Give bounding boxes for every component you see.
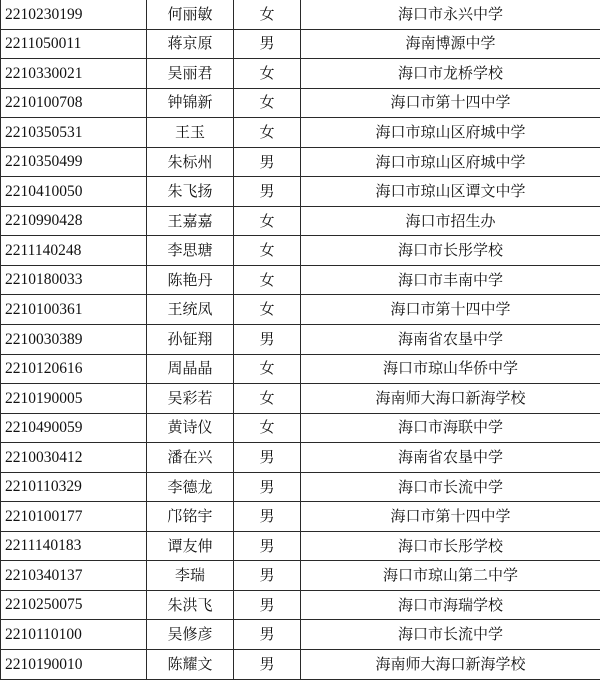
table-row bbox=[1, 118, 600, 148]
school-cell: 海口市琼山第二中学 bbox=[301, 561, 600, 591]
student-table-body bbox=[1, 0, 600, 679]
school-cell: 海口市丰南中学 bbox=[301, 265, 600, 295]
student-id-cell: 2210100177 bbox=[1, 502, 147, 532]
school-cell: 海南师大海口新海学校 bbox=[301, 384, 600, 414]
school-cell: 海口市琼山区府城中学 bbox=[301, 118, 600, 148]
gender-cell: 男 bbox=[234, 590, 301, 620]
student-id-cell: 2210490059 bbox=[1, 413, 147, 443]
school-cell: 海口市琼山区府城中学 bbox=[301, 147, 600, 177]
student-name-cell: 蒋京原 bbox=[147, 29, 234, 59]
student-id-cell: 2211050011 bbox=[1, 29, 147, 59]
table-row bbox=[1, 295, 600, 325]
gender-cell: 女 bbox=[234, 59, 301, 89]
gender-cell: 女 bbox=[234, 413, 301, 443]
student-name-cell: 李思瑭 bbox=[147, 236, 234, 266]
student-name-cell: 朱标州 bbox=[147, 147, 234, 177]
table-row bbox=[1, 147, 600, 177]
school-cell: 海口市琼山华侨中学 bbox=[301, 354, 600, 384]
student-name-cell: 吴彩若 bbox=[147, 384, 234, 414]
student-id-cell: 2210030412 bbox=[1, 443, 147, 473]
student-name-cell: 朱飞扬 bbox=[147, 177, 234, 207]
gender-cell: 女 bbox=[234, 354, 301, 384]
school-cell: 海南省农垦中学 bbox=[301, 325, 600, 355]
school-cell: 海口市长彤学校 bbox=[301, 531, 600, 561]
student-name-cell: 王玉 bbox=[147, 118, 234, 148]
gender-cell: 女 bbox=[234, 236, 301, 266]
gender-cell: 男 bbox=[234, 620, 301, 650]
school-cell: 海口市永兴中学 bbox=[301, 0, 600, 29]
student-name-cell: 钟锦新 bbox=[147, 88, 234, 118]
student-name-cell: 陈耀文 bbox=[147, 650, 234, 680]
school-cell: 海南师大海口新海学校 bbox=[301, 650, 600, 680]
table-row bbox=[1, 265, 600, 295]
gender-cell: 女 bbox=[234, 88, 301, 118]
student-name-cell: 孙钲翔 bbox=[147, 325, 234, 355]
table-row bbox=[1, 650, 600, 680]
student-name-cell: 潘在兴 bbox=[147, 443, 234, 473]
table-row bbox=[1, 590, 600, 620]
gender-cell: 女 bbox=[234, 384, 301, 414]
school-cell: 海口市第十四中学 bbox=[301, 295, 600, 325]
table-row bbox=[1, 354, 600, 384]
gender-cell: 男 bbox=[234, 650, 301, 680]
school-cell: 海口市海联中学 bbox=[301, 413, 600, 443]
student-name-cell: 邝铭宇 bbox=[147, 502, 234, 532]
student-id-cell: 2210990428 bbox=[1, 206, 147, 236]
gender-cell: 男 bbox=[234, 443, 301, 473]
gender-cell: 女 bbox=[234, 0, 301, 29]
school-cell: 海口市琼山区谭文中学 bbox=[301, 177, 600, 207]
student-name-cell: 周晶晶 bbox=[147, 354, 234, 384]
school-cell: 海口市长流中学 bbox=[301, 620, 600, 650]
gender-cell: 男 bbox=[234, 531, 301, 561]
student-id-cell: 2210330021 bbox=[1, 59, 147, 89]
table-row bbox=[1, 236, 600, 266]
student-name-cell: 李德龙 bbox=[147, 472, 234, 502]
student-id-cell: 2210100361 bbox=[1, 295, 147, 325]
student-name-cell: 谭友伸 bbox=[147, 531, 234, 561]
student-name-cell: 何丽敏 bbox=[147, 0, 234, 29]
school-cell: 海口市招生办 bbox=[301, 206, 600, 236]
table-row bbox=[1, 413, 600, 443]
student-id-cell: 2210030389 bbox=[1, 325, 147, 355]
gender-cell: 女 bbox=[234, 206, 301, 236]
student-name-cell: 吴修彦 bbox=[147, 620, 234, 650]
school-cell: 海口市第十四中学 bbox=[301, 88, 600, 118]
student-name-cell: 黄诗仪 bbox=[147, 413, 234, 443]
school-cell: 海口市长彤学校 bbox=[301, 236, 600, 266]
table-row bbox=[1, 502, 600, 532]
table-row bbox=[1, 443, 600, 473]
gender-cell: 女 bbox=[234, 265, 301, 295]
table-row bbox=[1, 59, 600, 89]
student-id-cell: 2210410050 bbox=[1, 177, 147, 207]
student-name-cell: 王嘉嘉 bbox=[147, 206, 234, 236]
student-name-cell: 李瑞 bbox=[147, 561, 234, 591]
student-id-cell: 2210250075 bbox=[1, 590, 147, 620]
gender-cell: 男 bbox=[234, 177, 301, 207]
gender-cell: 男 bbox=[234, 561, 301, 591]
table-row bbox=[1, 29, 600, 59]
table-row bbox=[1, 620, 600, 650]
table-row bbox=[1, 325, 600, 355]
student-name-cell: 王统凤 bbox=[147, 295, 234, 325]
table-row bbox=[1, 561, 600, 591]
table-row bbox=[1, 88, 600, 118]
school-cell: 海口市海瑞学校 bbox=[301, 590, 600, 620]
student-id-cell: 2210100708 bbox=[1, 88, 147, 118]
student-id-cell: 2210230199 bbox=[1, 0, 147, 29]
table-row bbox=[1, 177, 600, 207]
table-row bbox=[1, 0, 600, 29]
school-cell: 海南博源中学 bbox=[301, 29, 600, 59]
student-id-cell: 2210190005 bbox=[1, 384, 147, 414]
gender-cell: 男 bbox=[234, 502, 301, 532]
student-name-cell: 吴丽君 bbox=[147, 59, 234, 89]
student-id-cell: 2211140183 bbox=[1, 531, 147, 561]
table-row bbox=[1, 206, 600, 236]
student-id-cell: 2210350531 bbox=[1, 118, 147, 148]
gender-cell: 男 bbox=[234, 325, 301, 355]
gender-cell: 女 bbox=[234, 118, 301, 148]
table-row bbox=[1, 531, 600, 561]
student-id-cell: 2210350499 bbox=[1, 147, 147, 177]
table-row bbox=[1, 472, 600, 502]
student-name-cell: 陈艳丹 bbox=[147, 265, 234, 295]
gender-cell: 男 bbox=[234, 29, 301, 59]
school-cell: 海口市龙桥学校 bbox=[301, 59, 600, 89]
student-id-cell: 2210120616 bbox=[1, 354, 147, 384]
student-id-cell: 2210110100 bbox=[1, 620, 147, 650]
gender-cell: 女 bbox=[234, 295, 301, 325]
student-id-cell: 2210110329 bbox=[1, 472, 147, 502]
school-cell: 海口市第十四中学 bbox=[301, 502, 600, 532]
gender-cell: 男 bbox=[234, 472, 301, 502]
school-cell: 海口市长流中学 bbox=[301, 472, 600, 502]
student-id-cell: 2211140248 bbox=[1, 236, 147, 266]
student-id-cell: 2210340137 bbox=[1, 561, 147, 591]
school-cell: 海南省农垦中学 bbox=[301, 443, 600, 473]
student-name-cell: 朱洪飞 bbox=[147, 590, 234, 620]
student-id-cell: 2210180033 bbox=[1, 265, 147, 295]
gender-cell: 男 bbox=[234, 147, 301, 177]
student-id-cell: 2210190010 bbox=[1, 650, 147, 680]
table-row bbox=[1, 384, 600, 414]
